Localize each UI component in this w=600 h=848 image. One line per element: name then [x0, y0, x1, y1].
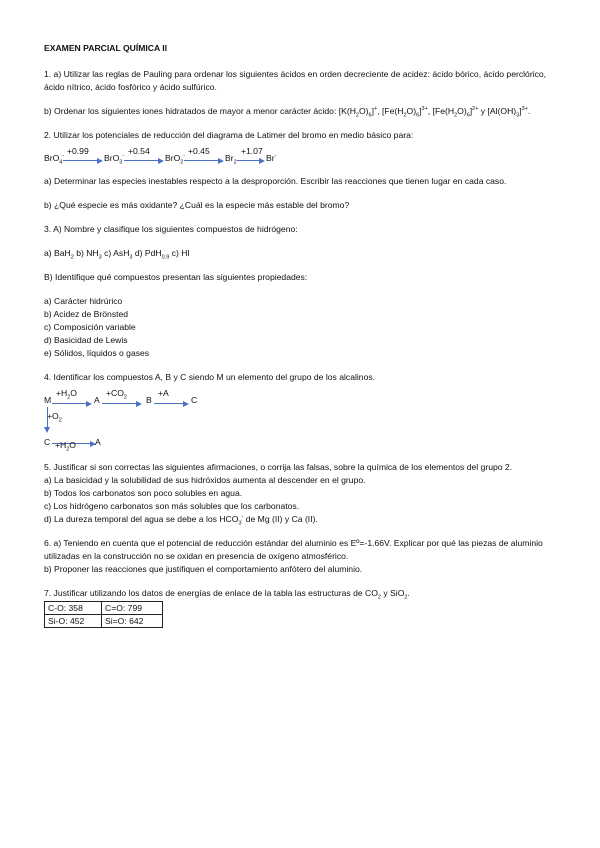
compound-c-top: C	[191, 395, 198, 405]
compound-a-bottom: A	[95, 437, 101, 447]
table-row	[45, 615, 163, 628]
potential-1: +0.99	[67, 146, 89, 156]
compound-c-bottom: C	[44, 437, 51, 447]
q1-a-text: 1. a) Utilizar las reglas de Pauling para ordenar los siguientes ácidos en orden decreciente de acidez: ácido bórico, ácido perclórico, ácido nítrico, ácido fosfórico y ácido sulfúrico.	[44, 69, 547, 92]
species-bro4: BrO$_4$-	[44, 153, 65, 166]
property-item: c) Composición variable	[44, 322, 136, 332]
reaction-arrow-2	[102, 388, 142, 405]
arrow-head-icon	[136, 401, 142, 407]
reagent-h2o-1: $+H_2O$	[56, 388, 77, 401]
table-cell: Si-O: 452	[45, 615, 102, 628]
q5-a: a) La basicidad y la solubilidad de sus hidróxidos aumenta al descender en el grupo.	[44, 475, 366, 485]
exam-page	[44, 40, 556, 628]
q1-b-text	[44, 105, 556, 118]
reaction-arrow-3	[154, 388, 189, 405]
potential-3: +0.45	[188, 146, 210, 156]
q7-text: 7. Justificar utilizando los datos de energías de enlace de la tabla las estructuras de $CO_2$ y SiO$_2$.	[44, 588, 410, 601]
q5-c: c) Los hidrógeno carbonatos son más solubles que los carbonatos.	[44, 501, 300, 511]
bond-energy-table	[44, 601, 163, 628]
q6-a: 6. a) Teniendo en cuenta que el potencial de reducción estándar del aluminio es Eº=-1.66V. Explicar por qué las piezas de aluminio utilizadas en la construcción no se oxidan en presencia de oxígeno atmosférico.	[44, 538, 543, 561]
latimer-arrow-4	[237, 148, 265, 162]
arrow-head-icon	[218, 158, 224, 164]
q3-text: 3. A) Nombre y clasifique los siguientes compuestos de hidrógeno:	[44, 224, 298, 234]
species-bro3: BrO$_3$-	[104, 153, 125, 166]
table-row	[45, 602, 163, 615]
property-item: d) Basicidad de Lewis	[44, 335, 128, 345]
ion-fe2: $[Fe(H_2O)_6]^{2+}$ y	[432, 106, 488, 119]
exam-title: EXAMEN PARCIAL QUÍMICA II	[44, 43, 168, 53]
q6-b: b) Proponer las reacciones que justifiquen el comportamiento anfótero del aluminio.	[44, 564, 363, 574]
reaction-scheme	[44, 386, 556, 453]
property-item: e) Sólidos, líquidos o gases	[44, 348, 150, 358]
reagent-co2: $+CO_2$	[106, 388, 127, 401]
table-cell: C=O: 799	[102, 602, 163, 615]
compound-a: A	[94, 395, 100, 405]
table-cell: Si=O: 642	[102, 615, 163, 628]
ion-al: $[Al(OH)_3]^{3+}$.	[487, 106, 531, 119]
ion-fe3: $[Fe(H_2O)_6]^{3+}$,	[381, 106, 433, 119]
q1-b-prefix: b) Ordenar los siguientes iones hidratados de mayor a menor carácter ácido:	[44, 106, 339, 116]
species-bro2: BrO$_2$-	[165, 153, 186, 166]
property-item: b) Acidez de Brönsted	[44, 309, 129, 319]
q5-b: b) Todos los carbonatos son poco solubles en agua.	[44, 488, 243, 498]
species-br2: $Br_2$	[225, 153, 237, 166]
arrow-head-icon	[44, 427, 50, 433]
arrow-head-icon	[183, 401, 189, 407]
reagent-o2: $+O_2$	[47, 411, 62, 424]
reagent-h2o-2: $+H_2O$	[55, 440, 76, 453]
arrow-head-icon	[259, 158, 265, 164]
species-br-minus: Br-	[266, 153, 277, 163]
q2-text: 2. Utilizar los potenciales de reducción del diagrama de Latimer del bromo en medio básico para:	[44, 130, 414, 140]
q5-d: d) La dureza temporal del agua se debe a los $HCO_3^-$ de Mg (II) y Ca (II).	[44, 514, 318, 527]
q4-text: 4. Identificar los compuestos A, B y C siendo M un elemento del grupo de los alcalinos.	[44, 372, 376, 382]
table-cell: C-O: 358	[45, 602, 102, 615]
potential-2: +0.54	[128, 146, 150, 156]
latimer-arrow-2	[124, 148, 164, 162]
reagent-a: +A	[158, 388, 169, 398]
latimer-arrow-1	[63, 148, 103, 162]
property-item: a) Carácter hidrúrico	[44, 296, 123, 306]
q2-a-text: a) Determinar las especies inestables respecto a la desproporción. Escribir las reacciones que tienen lugar en cada caso.	[44, 176, 507, 186]
latimer-arrow-3	[184, 148, 224, 162]
arrow-head-icon	[86, 401, 92, 407]
compound-m: M	[44, 395, 52, 405]
arrow-head-icon	[97, 158, 103, 164]
q3-b-text: B) Identifique qué compuestos presentan las siguientes propiedades:	[44, 272, 308, 282]
compound-b: B	[146, 395, 152, 405]
ion-k: $[K(H_2O)_6]^+$,	[338, 106, 382, 119]
q2-b-text: b) ¿Qué especie es más oxidante? ¿Cuál es la especie más estable del bromo?	[44, 200, 350, 210]
q3-compounds: a) BaH$_2$ b) $NH_3$ c) AsH$_3$ d) PdH$_{0.9}$ c) HI	[44, 248, 190, 261]
arrow-head-icon	[158, 158, 164, 164]
q5-text: 5. Justificar si son correctas las siguientes afirmaciones, o corrija las falsas, sobre la química de los elementos del grupo 2.	[44, 462, 513, 472]
latimer-diagram	[44, 144, 556, 168]
reaction-arrow-1	[52, 388, 92, 405]
potential-4: +1.07	[241, 146, 263, 156]
